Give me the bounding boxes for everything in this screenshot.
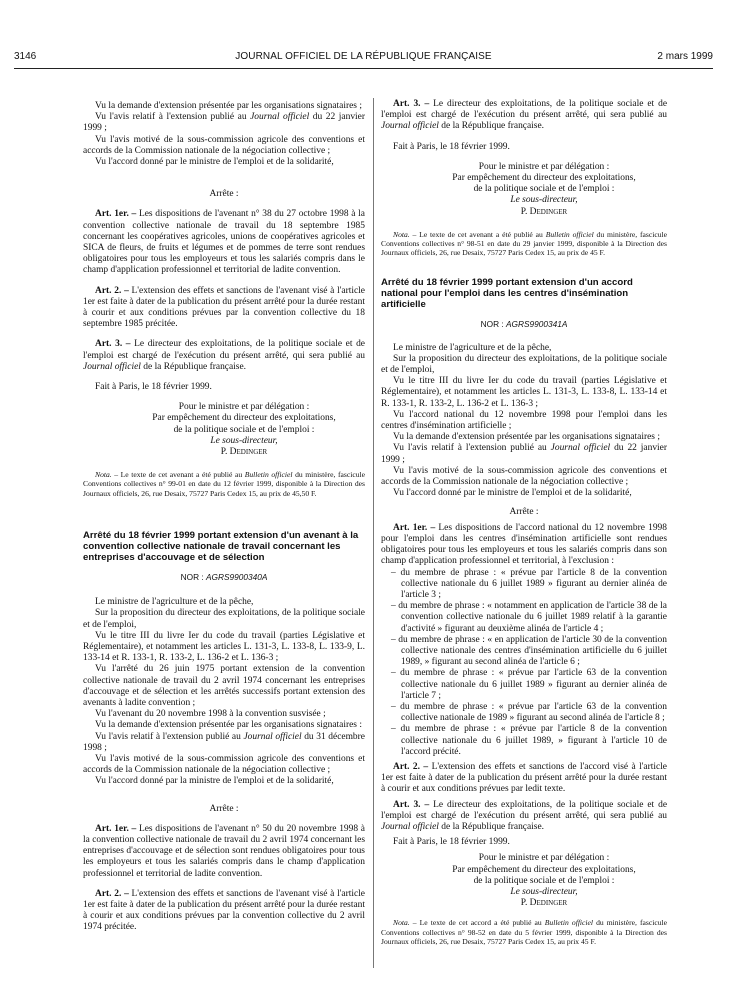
exclusion-item: – du membre de phrase : « prévue par l'article 63 de la convention collective nationale de 1989 » figurant au second alinéa de l'article 8 ; [391,701,667,724]
right-column [381,99,667,946]
article-1: Art. 1er. – Les dispositions de l'avenant n° 38 du 27 octobre 1998 à la convention collective nationale de travail du 18 septembre 1985 concernant les coopératives agricoles, unions de coopératives agricoles et SICA de fleurs, de fruits et légumes et de pommes de terre sont rendues obligatoires pour tous les employeurs et tous les salariés compris dans le champ d'application professionnel et territorial de ladite convention. [83,209,365,276]
article-3: Art. 3. – Le directeur des exploitations, de la politique sociale et de l'emploi est chargé de l'exécution du présent arrêté, qui sera publié au Journal officiel de la République française. [83,339,365,372]
column-divider [373,98,374,968]
visa-paragraph: Vu l'avis motivé de la sous-commission agricole des conventions et accords de la Commission nationale de la négociation collective ; [381,465,667,488]
decree-title: Arrêté du 18 février 1999 portant extension d'un accord national pour l'emploi dans les centres d'insémination artificielle [381,277,633,311]
left-column [83,101,365,934]
visa-paragraph: Vu la demande d'extension présentée par les organisations signataires ; [95,101,362,111]
article-1: Art. 1er. – Les dispositions de l'accord national du 12 novembre 1998 pour l'emploi dans les centres d'insémination artificielle sont rendues obligatoires pour tous les employeurs et tous les salariés compris dans son champ d'application professionnel et territorial, à l'exclusion : [381,522,667,567]
article-2: Art. 2. – L'extension des effets et sanctions de l'accord visé à l'article 1er est faite à dater de la publication du présent arrêté pour la durée restant à courir et aux conditions prévues par ledit texte. [381,761,667,795]
nota-note: Nota. – Le texte de cet avenant a été publié au Bulletin officiel du ministère, fascicule Conventions collectives n° 99-01 en date du 12 février 1999, disponible à la Direction des Journaux officiels, 26, rue Desaix, 75727 Paris Cedex 15, au prix de 45,50 F. [83,470,365,498]
nota-note: Nota. – Le texte de cet avenant a été publié au Bulletin officiel du ministère, fascicule Conventions collectives n° 98-51 en date du 29 janvier 1999, disponible à la Direction des Journaux officiels, 26, rue Desaix, 75727 Paris Cedex 15, au prix de 45 F. [381,229,667,258]
visa-paragraph: Vu l'avis motivé de la sous-commission agricole des conventions et accords de la Commission nationale de la négociation collective ; [83,134,365,156]
visa-paragraph: Vu l'avis relatif à l'extension publié au Journal officiel du 22 janvier 1999 ; [83,112,365,134]
proposal-line: Sur la proposition du directeur des exploitations, de la politique sociale et de l'emploi, [381,353,667,376]
visa-paragraph: Vu le titre III du livre Ier du code du travail (parties Législative et Réglementaire), et notamment les articles L. 131-3, L. 133-8, L. 133-9, L. 133-14 et R. 133-1, R. 133-2, L. 136-2 et L. 136-3 ; [83,630,365,664]
article-2: Art. 2. – L'extension des effets et sanctions de l'avenant visé à l'article 1er est faite à dater de la publication du présent arrêté pour la durée restant à courir et aux conditions prévues par la convention collective du 2 avril 1974 précitée. [83,888,365,933]
page-number: 3146 [14,51,37,62]
proposal-line: Sur la proposition du directeur des exploitations, de la politique sociale et de l'emploi, [83,608,365,630]
nota-note: Nota. – Le texte de cet accord a été publié au Bulletin officiel du ministère, fascicule Conventions collectives n° 98-52 en date du 5 février 1999, disponible à la Direction des Journaux officiels, 26, rue Desaix, 75727 Paris Cedex 15, au prix 45 F. [381,918,667,946]
decree-title: Arrêté du 18 février 1999 portant extension d'un avenant à la convention collective nationale de travail concernant les entreprises d'accouvage et de sélection [83,529,359,563]
article-1: Art. 1er. – Les dispositions de l'avenant n° 50 du 20 novembre 1998 à la convention collective nationale de travail du 2 avril 1974 concernant les entreprises d'accouvage et de sélection sont rendues obligatoires pour tous les employeurs et tous les salariés compris dans le champ d'application professionnel et territorial de ladite convention. [83,823,365,879]
minister-line: Le ministre de l'agriculture et de la pêche, [95,597,254,608]
arrete-heading: Arrête : [209,803,239,814]
nor-reference: NOR : AGRS9900340A [180,571,268,582]
nor-reference: NOR : AGRS9900341A [480,319,568,330]
issue-date: 2 mars 1999 [657,51,713,62]
signature-place-date: Fait à Paris, le 18 février 1999. [95,382,212,393]
header-rule [14,68,713,69]
exclusion-item: – du membre de phrase : « notamment en application de l'article 38 de la convention collective nationale du 6 juillet 1989 relatif à la garantie d'activité » figurant au deuxième alinéa de l'article 4 ; [391,601,667,634]
article-3: Art. 3. – Le directeur des exploitations, de la politique sociale et de l'emploi est chargé de l'exécution du présent arrêté, qui sera publié au Journal officiel de la République française. [381,799,668,832]
exclusion-item: – du membre de phrase : « en application de l'article 30 de la convention collective nationale des centres d'insémination artificielle du 6 juillet 1989, » figurant au second alinéa de l'article 6 ; [391,634,667,668]
signature-place-date: Fait à Paris, le 18 février 1999. [393,141,510,152]
arrete-heading: Arrête : [509,507,539,518]
exclusion-item: – du membre de phrase : « prévue par l'article 8 de la convention collective nationale du 6 juillet 1989, » figurant à l'article 10 de l'accord précité. [391,724,667,757]
visa-paragraph: Vu l'avis relatif à l'extension publié au Journal officiel du 22 janvier 1999 ; [381,443,667,465]
visa-paragraph: Vu l'avenant du 20 novembre 1998 à la convention susvisée ; [95,709,326,720]
arrete-heading: Arrête : [209,189,239,200]
visa-paragraph: Vu la demande d'extension présentée par les organisations signataires : [95,720,362,731]
page-header [14,51,713,65]
exclusion-item: – du membre de phrase : « prévue par l'article 63 de la convention collective nationale du 6 juillet 1989 » figurant au dernier alinéa de l'article 7 ; [391,668,667,701]
visa-paragraph: Vu l'accord donné par le ministre de l'emploi et de la solidarité, [95,157,334,168]
exclusion-item: – du membre de phrase : « prévue par l'article 8 de la convention collective nationale du 6 juillet 1989 » figurant au dernier alinéa de l'article 3 ; [391,567,667,600]
article-2: Art. 2. – L'extension des effets et sanctions de l'avenant visé à l'article 1er est faite à dater de la publication du présent arrêté pour la durée restant à courir et aux conditions prévues par la convention collective du 18 septembre 1985 précitée. [83,285,365,330]
visa-paragraph: Vu l'arrêté du 26 juin 1975 portant extension de la convention collective nationale de travail du 2 avril 1974 concernant les entreprises d'accouvage et de sélection et les arrêtés successifs portant extension des avenants à ladite convention ; [83,664,365,708]
visa-paragraph: Vu le titre III du livre Ier du code du travail (parties Législative et Réglementaire), et notamment les articles L. 131-3, L. 133-8, L. 133-14 et R. 133-1, R. 133-2, L. 136-2 et L. 136-3 ; [381,376,667,409]
minister-line: Le ministre de l'agriculture et de la pêche, [393,342,552,353]
visa-paragraph: Vu l'accord national du 12 novembre 1998 pour l'emploi dans les centres d'insémination artificielle ; [381,409,667,432]
visa-paragraph: Vu l'avis motivé de la sous-commission agricole des conventions et accords de la Commission nationale de la négociation collective ; [83,753,365,776]
article-3: Art. 3. – Le directeur des exploitations, de la politique sociale et de l'emploi est chargé de l'exécution du présent arrêté, qui sera publié au Journal officiel de la République française. [381,99,668,132]
visa-paragraph: Vu l'accord donné par la ministre de l'emploi et de la solidarité, [95,776,334,787]
journal-title: JOURNAL OFFICIEL DE LA RÉPUBLIQUE FRANÇAISE [235,51,492,62]
signature-block: Pour le ministre et par délégation : Par empêchement du directeur des exploitations, de la politique sociale et de l'emploi : Le sous-directeur, P. Dedinger [152,402,336,458]
signature-place-date: Fait à Paris, le 18 février 1999. [393,837,510,848]
signature-block: Pour le ministre et par délégation : Par empêchement du directeur des exploitations, de la politique sociale et de l'emploi : Le sous-directeur, P. Dedinger [452,853,636,909]
visa-paragraph: Vu l'avis relatif à l'extension publié au Journal officiel du 31 décembre 1998 ; [83,731,365,753]
signature-block: Pour le ministre et par délégation : Par empêchement du directeur des exploitations, de la politique sociale et de l'emploi : Le sous-directeur, P. Dedinger [452,161,636,217]
visa-paragraph: Vu la demande d'extension présentée par les organisations signataires ; [393,432,660,443]
visa-paragraph: Vu l'accord donné par le ministre de l'emploi et de la solidarité, [393,488,632,499]
